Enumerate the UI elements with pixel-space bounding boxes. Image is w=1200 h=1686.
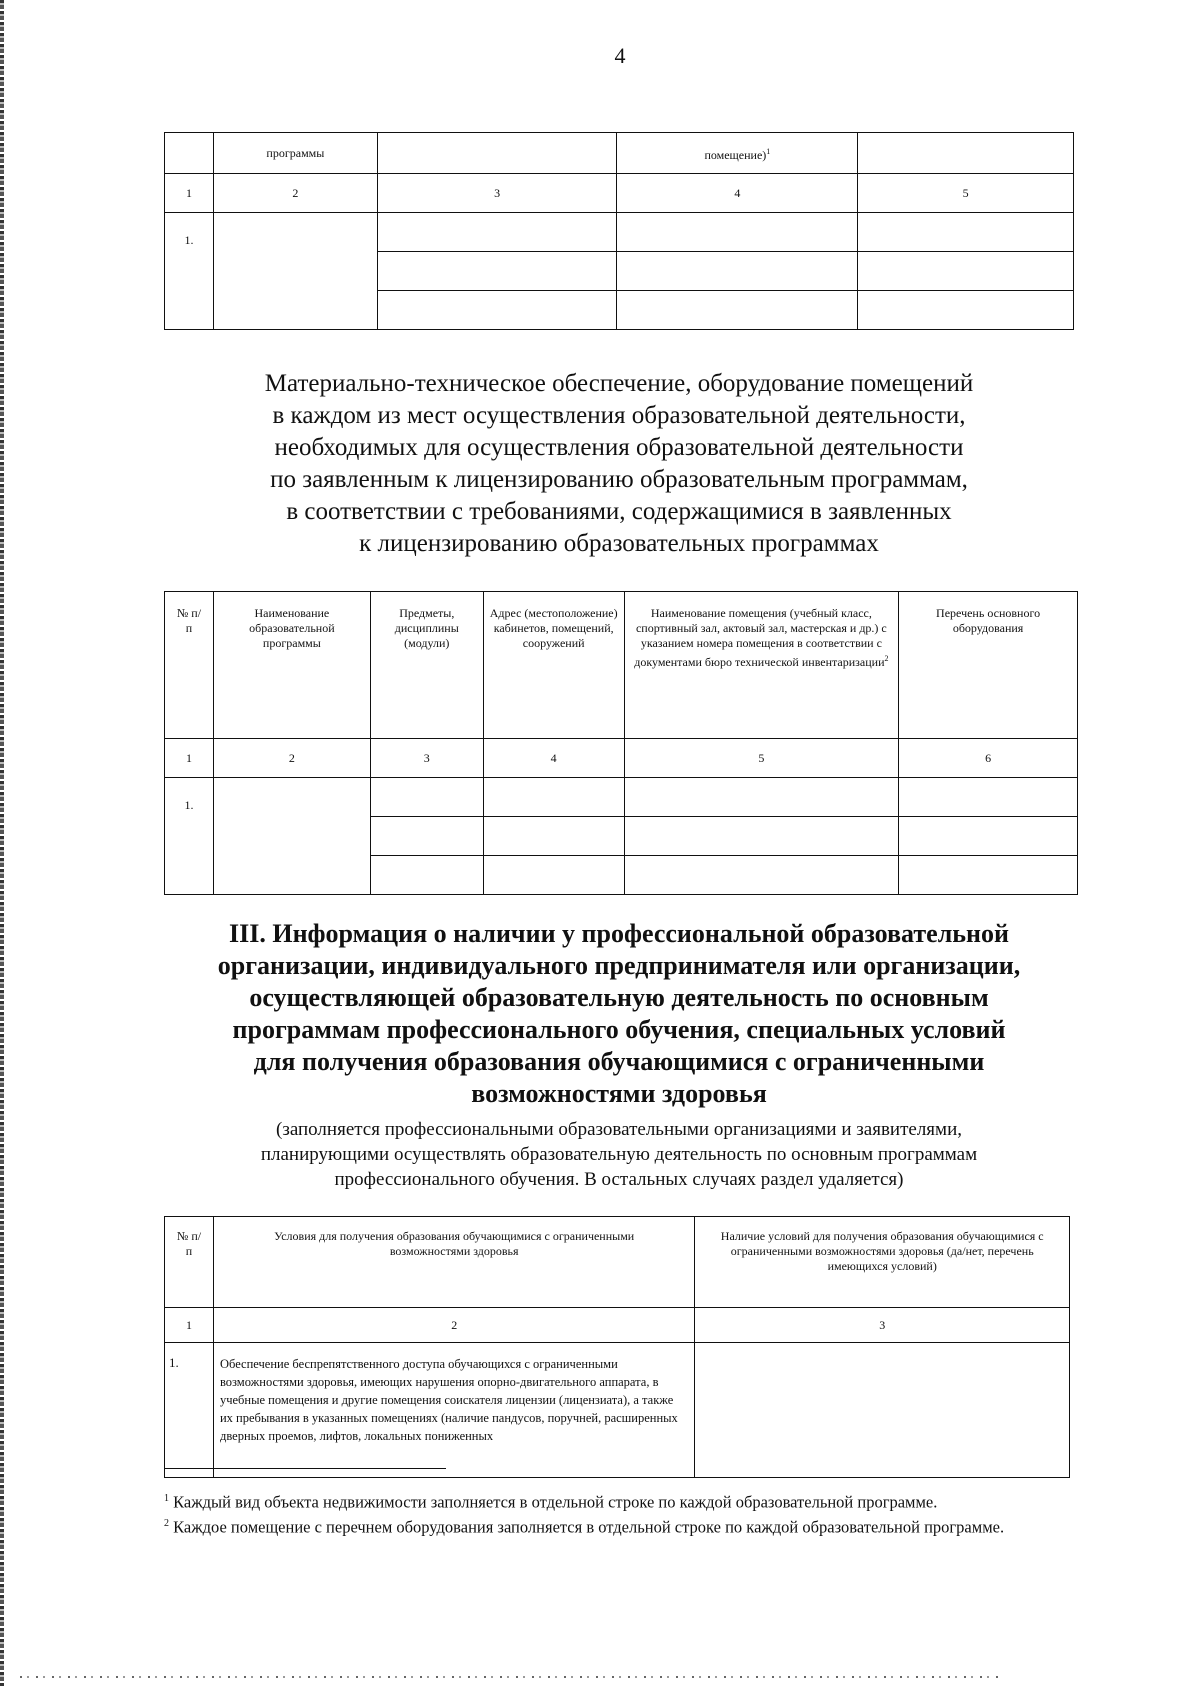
section-3-heading — [164, 918, 1074, 1110]
header-cell: № п/п — [165, 592, 214, 739]
scan-edge-artifact — [0, 0, 4, 1686]
empty-cell[interactable] — [899, 856, 1078, 895]
empty-cell[interactable] — [617, 291, 858, 330]
table-special-conditions — [164, 1216, 1070, 1478]
empty-cell[interactable] — [213, 778, 370, 895]
note-line: (заполняется профессиональными образовательными организациями и заявителями, — [276, 1119, 962, 1140]
header-cell — [377, 133, 617, 174]
note-line: планирующими осуществлять образовательную деятельность по основным программам — [260, 1144, 978, 1165]
empty-cell[interactable] — [858, 252, 1074, 291]
column-number: 1 — [165, 739, 214, 778]
empty-cell[interactable] — [213, 213, 377, 330]
heading-line: для получения образования обучающимися с ограниченными — [253, 1047, 985, 1076]
empty-cell[interactable] — [377, 213, 617, 252]
column-number-row — [165, 739, 1078, 778]
footnote-ref: 2 — [884, 654, 889, 663]
row-index: 1. — [165, 778, 214, 895]
column-number-row — [165, 174, 1074, 213]
footnote-2 — [164, 1513, 1074, 1539]
header-cell-text: Наименование помещения (учебный класс, спортивный зал, актовый зал, мастерская и др.) с указанием номера помещения в соответствии с документами бюро технической инвентаризации — [634, 606, 887, 669]
table-header-row — [165, 592, 1078, 739]
heading-line: к лицензированию образовательных программах — [359, 530, 879, 557]
empty-cell[interactable] — [483, 817, 624, 856]
empty-cell[interactable] — [624, 817, 899, 856]
column-number: 5 — [624, 739, 899, 778]
empty-cell[interactable] — [370, 778, 483, 817]
table-row — [165, 213, 1074, 252]
column-number: 1 — [165, 174, 214, 213]
table-row — [165, 778, 1078, 817]
table-equipment — [164, 591, 1078, 895]
empty-cell[interactable] — [370, 856, 483, 895]
condition-cell — [213, 1343, 694, 1478]
note-line: профессионального обучения. В остальных случаях раздел удаляется) — [334, 1169, 904, 1190]
heading-line: в соответствии с требованиями, содержащимися в заявленных — [286, 498, 952, 525]
column-number: 4 — [617, 174, 858, 213]
footnote-text: Каждый вид объекта недвижимости заполняется в отдельной строке по каждой образовательной программе. — [169, 1492, 938, 1512]
column-number-row — [165, 1308, 1070, 1343]
column-number: 5 — [858, 174, 1074, 213]
header-cell: № п/п — [165, 1217, 214, 1308]
empty-cell[interactable] — [377, 291, 617, 330]
empty-cell[interactable] — [617, 213, 858, 252]
empty-cell[interactable] — [624, 856, 899, 895]
table-row — [165, 1343, 1070, 1478]
header-cell: Наличие условий для получения образования обучающимися с ограниченными возможностями здоровья (да/нет, перечень имеющихся условий) — [695, 1217, 1070, 1308]
footnote-ref: 1 — [766, 146, 771, 156]
header-cell: Адрес (местоположение) кабинетов, помещений, сооружений — [483, 592, 624, 739]
empty-cell[interactable] — [377, 252, 617, 291]
header-cell: Наименование образовательной программы — [213, 592, 370, 739]
heading-line: Материально-техническое обеспечение, оборудование помещений — [264, 370, 974, 397]
footnote-mark: 2 — [164, 1518, 169, 1529]
heading-line: возможностями здоровья — [471, 1079, 767, 1108]
column-number: 2 — [213, 739, 370, 778]
column-number: 3 — [370, 739, 483, 778]
column-number: 2 — [213, 1308, 694, 1343]
empty-cell[interactable] — [483, 856, 624, 895]
column-number: 1 — [165, 1308, 214, 1343]
section-3-note — [164, 1117, 1074, 1192]
header-cell — [165, 133, 214, 174]
heading-line: осуществляющей образовательную деятельность по основным — [249, 983, 989, 1012]
row-index: 1. — [165, 213, 214, 330]
header-cell: Условия для получения образования обучающимися с ограниченными возможностями здоровья — [213, 1217, 694, 1308]
empty-cell[interactable] — [858, 213, 1074, 252]
header-cell: Перечень основного оборудования — [899, 592, 1078, 739]
table-header-row — [165, 1217, 1070, 1308]
column-number: 3 — [695, 1308, 1070, 1343]
column-number: 4 — [483, 739, 624, 778]
table-objects — [164, 132, 1074, 330]
header-cell — [617, 133, 858, 174]
footnote-separator — [164, 1468, 446, 1469]
column-number: 2 — [213, 174, 377, 213]
footnote-text: Каждое помещение с перечнем оборудования заполняется в отдельной строке по каждой образовательной программе. — [169, 1517, 1005, 1537]
material-support-heading — [164, 368, 1074, 560]
empty-cell[interactable] — [370, 817, 483, 856]
column-number: 3 — [377, 174, 617, 213]
heading-line: в каждом из мест осуществления образовательной деятельности, — [272, 402, 966, 429]
empty-cell[interactable] — [624, 778, 899, 817]
empty-cell[interactable] — [617, 252, 858, 291]
header-cell: Предметы, дисциплины (модули) — [370, 592, 483, 739]
header-cell — [858, 133, 1074, 174]
heading-line: по заявленным к лицензированию образовательным программам, — [270, 466, 968, 493]
heading-line: программам профессионального обучения, специальных условий — [232, 1015, 1006, 1044]
heading-line: необходимых для осуществления образовательной деятельности — [274, 434, 964, 461]
page-number: 4 — [614, 43, 626, 68]
column-number: 6 — [899, 739, 1078, 778]
table-header-row — [165, 133, 1074, 174]
empty-cell[interactable] — [899, 817, 1078, 856]
empty-cell[interactable] — [858, 291, 1074, 330]
header-cell — [624, 592, 899, 739]
condition-text: Обеспечение беспрепятственного доступа обучающихся с ограниченными возможностями здоровья, имеющих нарушения опорно-двигательного аппарата, в учебные помещения и другие помещения соискателя лицензии (лицензиата), а также их пребывания в указанных помещениях (наличие пандусов, поручней, расширенных дверных проемов, лифтов, локальных пониженных — [219, 1357, 678, 1443]
empty-cell[interactable] — [695, 1343, 1070, 1478]
header-cell-text: помещение) — [704, 147, 767, 162]
empty-cell[interactable] — [483, 778, 624, 817]
heading-line: III. Информация о наличии у профессиональной образовательной — [228, 919, 1009, 948]
heading-line: организации, индивидуального предпринимателя или организации, — [217, 951, 1021, 980]
scan-bottom-artifact — [20, 1676, 1000, 1678]
row-index: 1. — [165, 1343, 214, 1478]
empty-cell[interactable] — [899, 778, 1078, 817]
header-cell: программы — [213, 133, 377, 174]
footnote-1 — [164, 1488, 1074, 1514]
footnote-mark: 1 — [164, 1493, 169, 1504]
